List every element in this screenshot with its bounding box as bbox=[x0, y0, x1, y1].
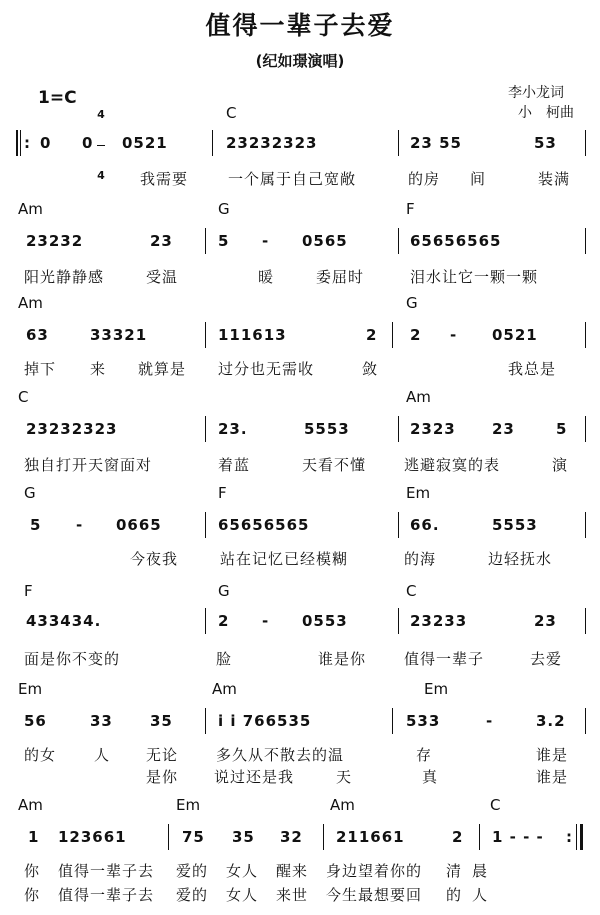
lyric-verse-2: 你 bbox=[24, 886, 41, 904]
bar-line bbox=[205, 512, 206, 538]
notes: i i 766535 bbox=[218, 712, 312, 730]
notes: 5 bbox=[556, 420, 568, 438]
lyric: 站在记忆已经模糊 bbox=[220, 550, 349, 568]
bar-line bbox=[398, 608, 399, 634]
lyric: 逃避寂寞的表 bbox=[404, 456, 501, 474]
lyric-verse-2: 今生最想要回 bbox=[326, 886, 423, 904]
lyric: 身边望着你的 bbox=[326, 862, 423, 880]
lyric: 掉下 bbox=[24, 360, 57, 378]
lyric: 天看不懂 bbox=[302, 456, 367, 474]
bar-line bbox=[205, 228, 206, 254]
chord-label: Am bbox=[406, 388, 431, 406]
notes: 23232323 bbox=[26, 420, 118, 438]
bar-line bbox=[205, 608, 206, 634]
notes: 0553 bbox=[302, 612, 348, 630]
notes: 65656565 bbox=[218, 516, 310, 534]
lyric-verse-2: 来世 bbox=[276, 886, 309, 904]
lyric: 着蓝 bbox=[218, 456, 251, 474]
lyric-verse-2: 爱的 bbox=[176, 886, 209, 904]
notes: 35 bbox=[232, 828, 255, 846]
repeat-end-bar bbox=[580, 824, 583, 850]
lyric: 值得一辈子 bbox=[404, 650, 485, 668]
bar-line bbox=[398, 130, 399, 156]
repeat-start-bar bbox=[16, 130, 18, 156]
notes: 23 bbox=[492, 420, 515, 438]
notes: 33321 bbox=[90, 326, 148, 344]
notes: 433434. bbox=[26, 612, 102, 630]
bar-line bbox=[585, 322, 586, 348]
lyric: 去爱 bbox=[530, 650, 563, 668]
notes: 0521 bbox=[492, 326, 538, 344]
chord-label: Am bbox=[330, 796, 355, 814]
lyric: 来 bbox=[90, 360, 107, 378]
bar-line bbox=[585, 416, 586, 442]
bar-line bbox=[585, 130, 586, 156]
notes: 0 bbox=[82, 134, 94, 152]
bar-line bbox=[398, 512, 399, 538]
lyric: 演 bbox=[552, 456, 569, 474]
notes: 5 bbox=[30, 516, 42, 534]
notes: 2 bbox=[452, 828, 464, 846]
chord-label: Am bbox=[18, 796, 43, 814]
notes: 0665 bbox=[116, 516, 162, 534]
lyric: 的房 bbox=[408, 170, 441, 188]
bar-line bbox=[585, 708, 586, 734]
notes: 123661 bbox=[58, 828, 127, 846]
notes: - bbox=[486, 712, 494, 730]
lyric: 间 bbox=[470, 170, 487, 188]
chord-label: Em bbox=[18, 680, 43, 698]
lyric: 我需要 bbox=[140, 170, 189, 188]
lyric: 醒来 bbox=[276, 862, 309, 880]
lyric-verse-2: 谁是 bbox=[536, 768, 569, 786]
notes: 75 bbox=[182, 828, 205, 846]
bar-line bbox=[585, 608, 586, 634]
lyric-verse-2: 说过还是我 bbox=[214, 768, 295, 786]
notes: 23 55 bbox=[410, 134, 462, 152]
time-signature-top: 4 bbox=[97, 108, 105, 121]
lyric: 多久从不散去的温 bbox=[216, 746, 345, 764]
lyric: 一个属于自己宽敞 bbox=[228, 170, 357, 188]
bar-line bbox=[212, 130, 213, 156]
chord-label: G bbox=[406, 294, 418, 312]
repeat-dots: : bbox=[24, 134, 31, 152]
lyric: 你 bbox=[24, 862, 41, 880]
lyric: 我总是 bbox=[508, 360, 557, 378]
notes: 65656565 bbox=[410, 232, 502, 250]
lyric: 过分也无需收 bbox=[218, 360, 315, 378]
lyric: 存 bbox=[416, 746, 433, 764]
notes: 2 bbox=[366, 326, 378, 344]
chord-label: G bbox=[218, 200, 230, 218]
lyric-verse-2: 是你 bbox=[146, 768, 179, 786]
lyric-verse-2: 的 bbox=[446, 886, 463, 904]
notes: 35 bbox=[150, 712, 173, 730]
lyric: 脸 bbox=[216, 650, 233, 668]
repeat-start-bar-thin bbox=[20, 130, 21, 156]
notes: 23232 bbox=[26, 232, 84, 250]
lyric: 值得一辈子去 bbox=[58, 862, 155, 880]
notes: 23. bbox=[218, 420, 248, 438]
chord-label: C bbox=[490, 796, 501, 814]
notes: 2 bbox=[218, 612, 230, 630]
lyric: 今夜我 bbox=[130, 550, 179, 568]
notes: 23233 bbox=[410, 612, 468, 630]
lyric: 的女 bbox=[24, 746, 57, 764]
bar-line bbox=[205, 708, 206, 734]
notes: 3.2 bbox=[536, 712, 566, 730]
song-subtitle: (纪如璟演唱) bbox=[255, 52, 345, 70]
chord-label: G bbox=[24, 484, 36, 502]
notes: 33 bbox=[90, 712, 113, 730]
time-signature bbox=[96, 85, 106, 194]
notes: - bbox=[76, 516, 84, 534]
notes: 53 bbox=[534, 134, 557, 152]
chord-label: F bbox=[218, 484, 227, 502]
notes: 5553 bbox=[492, 516, 538, 534]
notes: 5553 bbox=[304, 420, 350, 438]
notes: 23 bbox=[150, 232, 173, 250]
lyric: 的海 bbox=[404, 550, 437, 568]
lyric: 谁是你 bbox=[318, 650, 367, 668]
lyric-verse-2: 人 bbox=[472, 886, 489, 904]
notes: 32 bbox=[280, 828, 303, 846]
lyric: 谁是 bbox=[536, 746, 569, 764]
lyric-verse-2: 天 bbox=[336, 768, 353, 786]
chord-label: Em bbox=[406, 484, 431, 502]
bar-line bbox=[479, 824, 480, 850]
lyricist-credit: 李小龙词 bbox=[508, 85, 564, 101]
chord-label: Am bbox=[18, 294, 43, 312]
notes: - bbox=[262, 612, 270, 630]
bar-line bbox=[205, 416, 206, 442]
notes: 2 bbox=[410, 326, 422, 344]
notes: 63 bbox=[26, 326, 49, 344]
lyric: 无论 bbox=[146, 746, 179, 764]
bar-line bbox=[323, 824, 324, 850]
bar-line bbox=[585, 512, 586, 538]
lyric: 装满 bbox=[538, 170, 571, 188]
lyric: 清 bbox=[446, 862, 463, 880]
notes: 211661 bbox=[336, 828, 405, 846]
composer-credit: 小 柯曲 bbox=[518, 105, 574, 121]
notes: 56 bbox=[24, 712, 47, 730]
bar-line bbox=[585, 228, 586, 254]
song-title: 值得一辈子去爱 bbox=[205, 11, 395, 40]
bar-line bbox=[398, 416, 399, 442]
lyric: 面是你不变的 bbox=[24, 650, 121, 668]
notes: 1 bbox=[28, 828, 40, 846]
notes: 23232323 bbox=[226, 134, 318, 152]
chord-label: C bbox=[18, 388, 29, 406]
notes: 0521 bbox=[122, 134, 168, 152]
lyric: 独自打开天窗面对 bbox=[24, 456, 153, 474]
chord-label: Em bbox=[424, 680, 449, 698]
notes: 111613 bbox=[218, 326, 287, 344]
lyric: 边轻抚水 bbox=[488, 550, 553, 568]
bar-line bbox=[392, 708, 393, 734]
chord-label: Am bbox=[212, 680, 237, 698]
repeat-end-bar-thin bbox=[576, 824, 577, 850]
notes: 66. bbox=[410, 516, 440, 534]
lyric: 爱的 bbox=[176, 862, 209, 880]
lyric: 女人 bbox=[226, 862, 259, 880]
lyric: 人 bbox=[94, 746, 111, 764]
notes: 23 bbox=[534, 612, 557, 630]
bar-line bbox=[398, 228, 399, 254]
chord-label: Am bbox=[18, 200, 43, 218]
notes: 1 - - - bbox=[492, 828, 544, 846]
bar-line bbox=[392, 322, 393, 348]
notes: 2323 bbox=[410, 420, 456, 438]
lyric: 泪水让它一颗一颗 bbox=[410, 268, 539, 286]
chord-label: C bbox=[406, 582, 417, 600]
time-signature-bottom: 4 bbox=[97, 169, 105, 182]
lyric: 敛 bbox=[362, 360, 379, 378]
notes: 0 bbox=[40, 134, 52, 152]
notes: - bbox=[450, 326, 458, 344]
lyric-verse-2: 真 bbox=[422, 768, 439, 786]
key-signature: 1=C bbox=[38, 88, 77, 108]
bar-line bbox=[168, 824, 169, 850]
chord-label: Em bbox=[176, 796, 201, 814]
notes: 0565 bbox=[302, 232, 348, 250]
notes: 533 bbox=[406, 712, 441, 730]
lyric: 阳光静静感 bbox=[24, 268, 105, 286]
chord-label: F bbox=[24, 582, 33, 600]
chord-label: F bbox=[406, 200, 415, 218]
repeat-end-dots: : bbox=[566, 828, 573, 846]
lyric-verse-2: 值得一辈子去 bbox=[58, 886, 155, 904]
bar-line bbox=[205, 322, 206, 348]
notes: - bbox=[262, 232, 270, 250]
lyric: 受温 bbox=[146, 268, 179, 286]
lyric: 委屈时 bbox=[316, 268, 365, 286]
lyric: 就算是 bbox=[138, 360, 187, 378]
lyric-verse-2: 女人 bbox=[226, 886, 259, 904]
notes: 5 bbox=[218, 232, 230, 250]
lyric: 晨 bbox=[472, 862, 489, 880]
chord-label: C bbox=[226, 104, 237, 122]
chord-label: G bbox=[218, 582, 230, 600]
lyric: 暖 bbox=[258, 268, 275, 286]
